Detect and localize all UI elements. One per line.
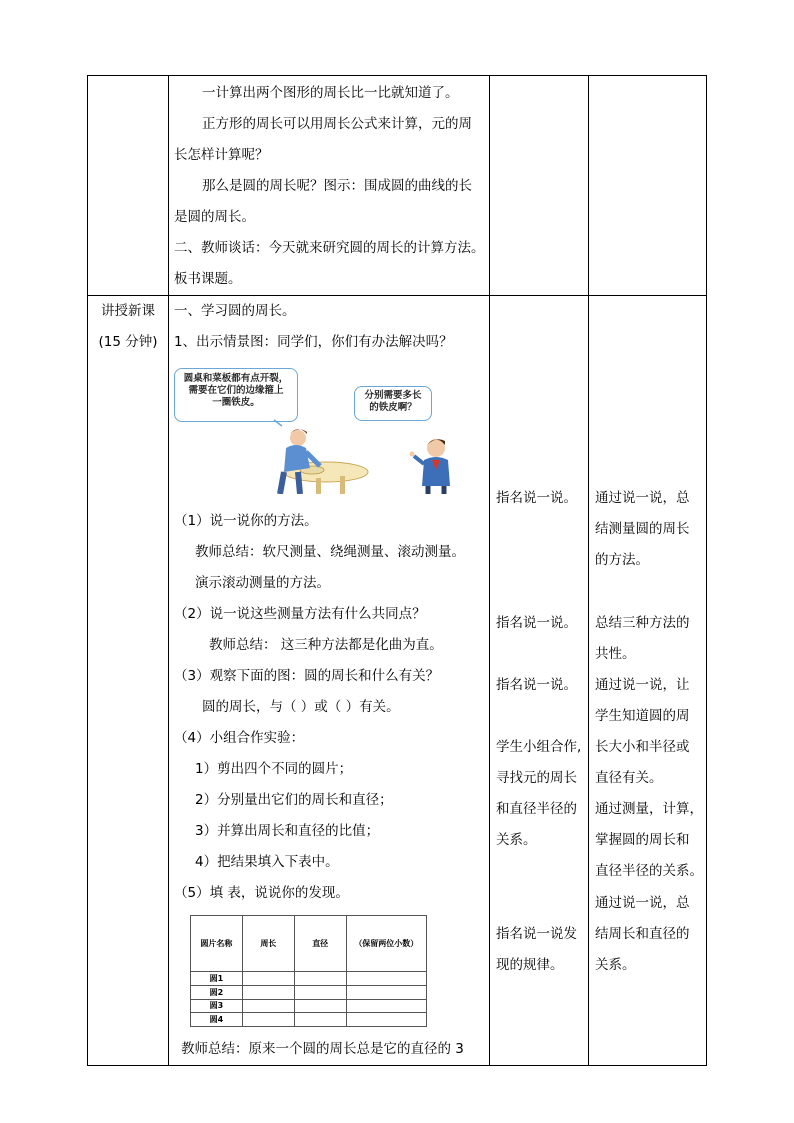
column-divider xyxy=(489,76,490,1065)
question-3: （3）观察下面的图：圆的周长和什么有关？ xyxy=(174,668,440,684)
top-line-1: 一计算出两个图形的周长比一比就知道了。 xyxy=(202,85,459,101)
design-intent: 学生知道圆的周 xyxy=(595,708,690,724)
row-divider xyxy=(88,295,706,296)
experiment-step: 4）把结果填入下表中。 xyxy=(195,854,339,870)
design-intent: 的方法。 xyxy=(595,552,649,568)
design-intent: 通过测量，计算， xyxy=(595,801,703,817)
student-activity: 关系。 xyxy=(496,832,537,848)
speech-bubble-left: 圆桌和菜板都有点开裂， 需要在它们的边缘箍上 一圈铁皮。 xyxy=(174,368,298,422)
student-activity: 和直径半径的 xyxy=(496,801,577,817)
design-intent: 直径半径的关系。 xyxy=(595,863,703,879)
design-intent: 关系。 xyxy=(595,957,636,973)
design-intent: 掌握圆的周长和 xyxy=(595,832,690,848)
student-activity: 寻找元的周长 xyxy=(496,770,577,786)
experiment-step: 2）分别量出它们的周长和直径； xyxy=(195,792,393,808)
top-line-6: 二、教师谈话：今天就来研究圆的周长的计算方法。 xyxy=(174,240,485,256)
student-activity: 指名说一说发 xyxy=(496,926,577,942)
teacher-student-table-figure xyxy=(174,368,470,494)
stage-time: (15 分钟) xyxy=(98,334,158,350)
student-activity: 指名说一说。 xyxy=(496,677,577,693)
table-row: 圆1 xyxy=(191,972,427,986)
design-intent: 通过说一说，总 xyxy=(595,895,690,911)
design-intent: 直径有关。 xyxy=(595,770,663,786)
step-1: 1、出示情景图：同学们，你们有办法解决吗？ xyxy=(174,334,453,350)
conclusion: 教师总结：原来一个圆的周长总是它的直径的 3 xyxy=(181,1041,464,1057)
scene-illustration xyxy=(174,368,470,494)
results-table-header: 圆片名称 周长 直径 （保留两位小数） xyxy=(191,916,427,972)
student-activity: 现的规律。 xyxy=(496,957,564,973)
student-activity: 指名说一说。 xyxy=(496,615,577,631)
question-5: （5）填 表，说说你的发现。 xyxy=(174,885,349,901)
experiment-step: 3）并算出周长和直径的比值； xyxy=(195,823,380,839)
top-line-3: 长怎样计算呢？ xyxy=(174,147,269,163)
table-row: 圆3 xyxy=(191,999,427,1013)
design-intent: 通过说一说，总 xyxy=(595,490,690,506)
top-line-2: 正方形的周长可以用周长公式来计算，元的周 xyxy=(202,116,472,132)
question-2: （2）说一说这些测量方法有什么共同点？ xyxy=(174,606,426,622)
question-1: （1）说一说你的方法。 xyxy=(174,513,318,529)
top-line-5: 是圆的周长。 xyxy=(174,209,255,225)
design-intent: 总结三种方法的 xyxy=(595,615,690,631)
design-intent: 结周长和直径的 xyxy=(595,926,690,942)
question-3-blank: 圆的周长，与（ ）或（ ）有关。 xyxy=(202,699,400,715)
design-intent: 长大小和半径或 xyxy=(595,739,690,755)
question-4: （4）小组合作实验： xyxy=(174,730,305,746)
column-divider xyxy=(588,76,589,1065)
student-activity: 指名说一说。 xyxy=(496,490,577,506)
table-row: 圆2 xyxy=(191,985,427,999)
question-1-summary: 教师总结：软尺测量、绕绳测量、滚动测量。 xyxy=(195,544,465,560)
student-activity: 学生小组合作, xyxy=(496,739,582,755)
design-intent: 结测量圆的周长 xyxy=(595,521,690,537)
question-1-demo: 演示滚动测量的方法。 xyxy=(195,575,330,591)
experiment-step: 1）剪出四个不同的圆片； xyxy=(195,761,353,777)
design-intent: 共性。 xyxy=(595,646,636,662)
top-line-7: 板书课题。 xyxy=(174,271,242,287)
question-2-summary: 教师总结： 这三种方法都是化曲为直。 xyxy=(209,637,443,653)
table-row: 圆4 xyxy=(191,1013,427,1027)
stage-name: 讲授新课 xyxy=(101,303,155,319)
lesson-plan-table xyxy=(87,75,707,1066)
column-divider xyxy=(168,76,169,1065)
results-table xyxy=(190,915,427,1027)
speech-bubble-right: 分别需要多长 的铁皮啊？ xyxy=(354,386,432,421)
top-line-4: 那么是圆的周长呢？图示：围成圆的曲线的长 xyxy=(202,178,472,194)
section-heading: 一、学习圆的周长。 xyxy=(174,303,296,319)
design-intent: 通过说一说，让 xyxy=(595,677,690,693)
